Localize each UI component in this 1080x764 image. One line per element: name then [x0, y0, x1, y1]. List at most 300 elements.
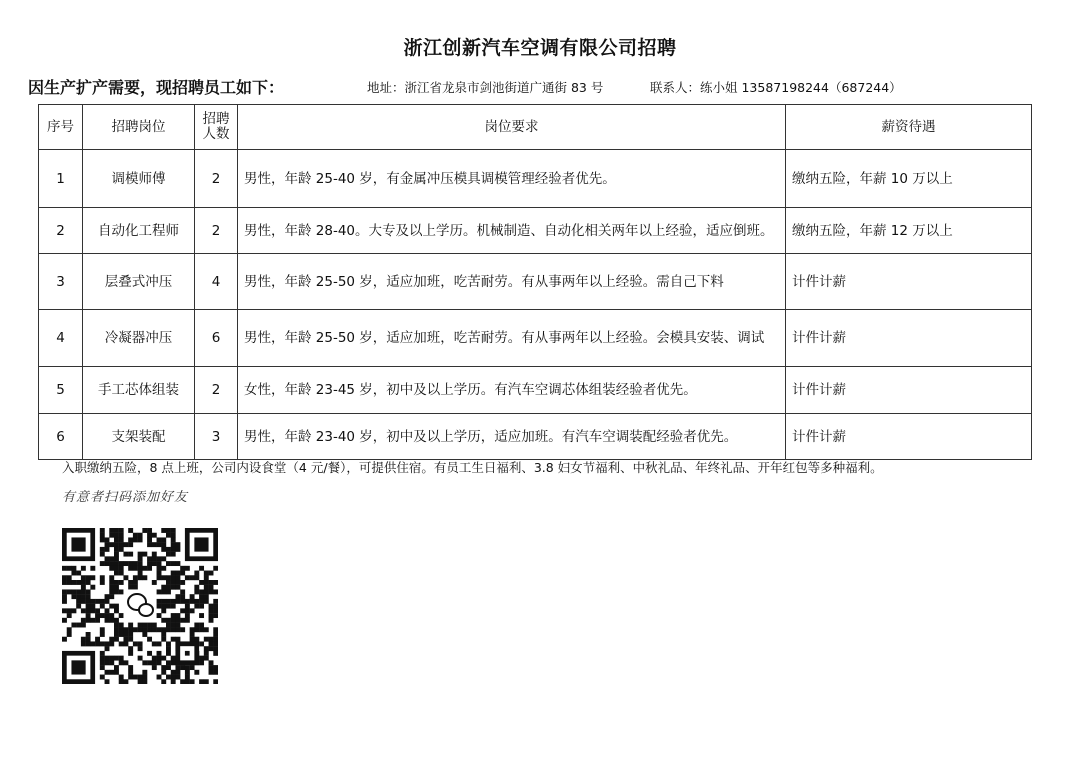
- cell-no: 5: [39, 367, 83, 414]
- qr-module: [185, 575, 190, 580]
- qr-module: [175, 623, 180, 628]
- qr-module: [76, 571, 81, 576]
- qr-module: [109, 637, 114, 642]
- cell-position: 冷凝器冲压: [83, 310, 195, 367]
- qr-module: [114, 561, 119, 566]
- qr-module: [166, 580, 171, 585]
- qr-module: [62, 599, 67, 604]
- qr-module: [171, 637, 176, 642]
- qr-module: [171, 542, 176, 547]
- qr-module: [199, 627, 204, 632]
- qr-module: [213, 637, 218, 642]
- qr-module: [128, 665, 133, 670]
- qr-module: [109, 594, 114, 599]
- qr-module: [180, 679, 185, 684]
- qr-module: [114, 637, 119, 642]
- qr-module: [119, 528, 124, 533]
- qr-module: [142, 679, 147, 684]
- table-row: [39, 367, 1032, 414]
- qr-module: [119, 566, 124, 571]
- qr-module: [161, 575, 166, 580]
- qr-module: [95, 613, 100, 618]
- qr-module: [119, 542, 124, 547]
- table-row: [39, 414, 1032, 460]
- qr-module: [62, 637, 67, 642]
- qr-module: [105, 679, 110, 684]
- qr-module: [76, 589, 81, 594]
- qr-module: [161, 604, 166, 609]
- cell-requirements: 男性，年龄 23-40 岁，初中及以上学历，适应加班。有汽车空调装配经验者优先。: [238, 414, 786, 460]
- cell-salary: 计件计薪: [786, 254, 1032, 310]
- qr-module: [161, 537, 166, 542]
- qr-module: [114, 665, 119, 670]
- qr-module: [199, 641, 204, 646]
- qr-module: [67, 566, 72, 571]
- qr-module: [133, 627, 138, 632]
- qr-module: [161, 679, 166, 684]
- qr-module: [157, 613, 162, 618]
- qr-module: [142, 632, 147, 637]
- benefits-note: 入职缴纳五险，8 点上班，公司内设食堂（4 元/餐），可提供住宿。有员工生日福利、3.8 妇女节福利、中秋礼品、年终礼品、开年红包等多种福利。: [62, 460, 883, 475]
- qr-module: [166, 646, 171, 651]
- qr-module: [157, 656, 162, 661]
- qr-module: [119, 580, 124, 585]
- qr-module: [123, 627, 128, 632]
- qr-module: [175, 547, 180, 552]
- qr-module: [175, 613, 180, 618]
- qr-module: [161, 670, 166, 675]
- qr-module: [152, 580, 157, 585]
- qr-module: [138, 533, 143, 538]
- qr-module: [109, 528, 114, 533]
- qr-module: [114, 556, 119, 561]
- cell-count: 6: [195, 310, 238, 367]
- qr-module: [100, 660, 105, 665]
- intro-heading: 因生产扩产需要，现招聘员工如下：: [28, 78, 285, 97]
- qr-module: [109, 618, 114, 623]
- qr-module: [119, 675, 124, 680]
- qr-finder-bottom-left-core: [71, 660, 85, 674]
- qr-finder-top-left-core: [71, 537, 85, 551]
- qr-module: [100, 599, 105, 604]
- qr-module: [209, 604, 214, 609]
- qr-module: [152, 561, 157, 566]
- qr-module: [171, 623, 176, 628]
- qr-module: [62, 594, 67, 599]
- qr-module: [190, 594, 195, 599]
- qr-module: [209, 589, 214, 594]
- qr-module: [76, 580, 81, 585]
- qr-module: [213, 632, 218, 637]
- qr-module: [86, 613, 91, 618]
- qr-module: [171, 618, 176, 623]
- qr-module: [166, 547, 171, 552]
- qr-module: [90, 641, 95, 646]
- table-row: [39, 208, 1032, 254]
- qr-module: [119, 571, 124, 576]
- qr-module: [67, 632, 72, 637]
- qr-module: [114, 542, 119, 547]
- qr-module: [213, 670, 218, 675]
- qr-alignment-core: [185, 651, 190, 656]
- qr-module: [109, 660, 114, 665]
- qr-module: [180, 566, 185, 571]
- scan-prompt: 有意者扫码添加好友: [62, 490, 189, 505]
- qr-module: [147, 637, 152, 642]
- qr-module: [180, 618, 185, 623]
- qr-module: [185, 679, 190, 684]
- cell-salary: 缴纳五险，年薪 12 万以上: [786, 208, 1032, 254]
- qr-module: [128, 585, 133, 590]
- qr-module: [157, 571, 162, 576]
- qr-module: [194, 623, 199, 628]
- qr-module: [123, 641, 128, 646]
- qr-module: [114, 552, 119, 557]
- qr-module: [105, 660, 110, 665]
- qr-module: [213, 566, 218, 571]
- qr-module: [180, 589, 185, 594]
- qr-finder-top-right-core: [194, 537, 208, 551]
- qr-module: [138, 571, 143, 576]
- qr-module: [138, 623, 143, 628]
- qr-module: [128, 675, 133, 680]
- qr-module: [105, 594, 110, 599]
- qr-module: [90, 575, 95, 580]
- qr-module: [114, 632, 119, 637]
- qr-module: [76, 604, 81, 609]
- qr-module: [114, 656, 119, 661]
- qr-module: [81, 585, 86, 590]
- qr-module: [157, 566, 162, 571]
- qr-module: [213, 651, 218, 656]
- qr-module: [157, 542, 162, 547]
- qr-module: [199, 679, 204, 684]
- qr-module: [100, 575, 105, 580]
- qr-module: [166, 599, 171, 604]
- qr-module: [128, 627, 133, 632]
- qr-module: [157, 627, 162, 632]
- qr-module: [180, 599, 185, 604]
- qr-module: [204, 646, 209, 651]
- cell-requirements: 男性，年龄 28-40。大专及以上学历。机械制造、自动化相关两年以上经验，适应倒班。: [238, 208, 786, 254]
- qr-module: [114, 623, 119, 628]
- qr-module: [95, 599, 100, 604]
- qr-module: [171, 533, 176, 538]
- qr-module: [213, 589, 218, 594]
- qr-module: [152, 556, 157, 561]
- qr-module: [86, 637, 91, 642]
- qr-module: [185, 675, 190, 680]
- qr-module: [71, 608, 76, 613]
- cell-no: 4: [39, 310, 83, 367]
- qr-module: [138, 566, 143, 571]
- qr-module: [209, 665, 214, 670]
- qr-module: [194, 604, 199, 609]
- qr-module: [194, 575, 199, 580]
- qr-module: [119, 547, 124, 552]
- qr-module: [138, 561, 143, 566]
- qr-module: [114, 537, 119, 542]
- qr-module: [175, 594, 180, 599]
- qr-module: [123, 679, 128, 684]
- qr-module: [67, 575, 72, 580]
- qr-module: [147, 561, 152, 566]
- qr-module: [175, 665, 180, 670]
- qr-module: [142, 566, 147, 571]
- qr-module: [175, 571, 180, 576]
- qr-module: [161, 542, 166, 547]
- qr-module: [123, 552, 128, 557]
- qr-module: [62, 608, 67, 613]
- qr-module: [109, 670, 114, 675]
- qr-module: [109, 604, 114, 609]
- qr-module: [123, 542, 128, 547]
- qr-module: [194, 599, 199, 604]
- qr-module: [100, 547, 105, 552]
- qr-module: [166, 627, 171, 632]
- cell-no: 2: [39, 208, 83, 254]
- qr-module: [185, 566, 190, 571]
- qr-module: [123, 660, 128, 665]
- qr-code-icon[interactable]: [62, 528, 218, 684]
- table-row: [39, 310, 1032, 367]
- qr-module: [71, 589, 76, 594]
- qr-module: [190, 637, 195, 642]
- table-row: [39, 150, 1032, 208]
- qr-module: [190, 608, 195, 613]
- qr-module: [152, 627, 157, 632]
- qr-module: [204, 575, 209, 580]
- qr-module: [71, 580, 76, 585]
- qr-module: [204, 627, 209, 632]
- qr-module: [142, 660, 147, 665]
- qr-module: [185, 599, 190, 604]
- qr-module: [128, 670, 133, 675]
- qr-module: [105, 556, 110, 561]
- qr-module: [100, 665, 105, 670]
- qr-module: [161, 566, 166, 571]
- qr-module: [175, 637, 180, 642]
- qr-module: [90, 599, 95, 604]
- cell-count: 4: [195, 254, 238, 310]
- qr-module: [175, 575, 180, 580]
- qr-module: [100, 632, 105, 637]
- qr-module: [166, 623, 171, 628]
- qr-module: [76, 623, 81, 628]
- qr-module: [119, 537, 124, 542]
- qr-module: [209, 660, 214, 665]
- qr-module: [114, 571, 119, 576]
- qr-module: [209, 571, 214, 576]
- qr-module: [161, 627, 166, 632]
- qr-module: [190, 627, 195, 632]
- qr-module: [71, 571, 76, 576]
- qr-module: [161, 599, 166, 604]
- qr-module: [157, 599, 162, 604]
- qr-module: [204, 637, 209, 642]
- qr-module: [204, 580, 209, 585]
- qr-module: [209, 618, 214, 623]
- qr-module: [161, 585, 166, 590]
- qr-module: [62, 566, 67, 571]
- qr-module: [76, 599, 81, 604]
- qr-module: [152, 665, 157, 670]
- cell-position: 层叠式冲压: [83, 254, 195, 310]
- cell-position: 支架装配: [83, 414, 195, 460]
- qr-module: [194, 637, 199, 642]
- qr-module: [142, 670, 147, 675]
- qr-module: [161, 618, 166, 623]
- qr-module: [71, 594, 76, 599]
- qr-module: [194, 571, 199, 576]
- qr-module: [161, 556, 166, 561]
- qr-module: [180, 571, 185, 576]
- qr-module: [62, 589, 67, 594]
- qr-module: [114, 580, 119, 585]
- qr-module: [123, 561, 128, 566]
- qr-module: [161, 632, 166, 637]
- qr-module: [166, 552, 171, 557]
- cell-position: 手工芯体组装: [83, 367, 195, 414]
- qr-module: [185, 604, 190, 609]
- qr-module: [128, 537, 133, 542]
- qr-module: [171, 660, 176, 665]
- qr-module: [199, 580, 204, 585]
- qr-module: [185, 618, 190, 623]
- qr-module: [105, 542, 110, 547]
- header-count: 招聘人数: [195, 105, 238, 150]
- header-position: 招聘岗位: [83, 105, 195, 150]
- qr-module: [199, 656, 204, 661]
- qr-module: [138, 552, 143, 557]
- qr-module: [109, 641, 114, 646]
- qr-module: [166, 641, 171, 646]
- qr-module: [171, 604, 176, 609]
- qr-module: [199, 589, 204, 594]
- qr-module: [105, 641, 110, 646]
- qr-module: [190, 679, 195, 684]
- qr-module: [175, 580, 180, 585]
- qr-module: [180, 627, 185, 632]
- qr-module: [105, 618, 110, 623]
- qr-module: [171, 571, 176, 576]
- qr-module: [81, 623, 86, 628]
- qr-module: [90, 585, 95, 590]
- qr-module: [147, 627, 152, 632]
- qr-module: [100, 675, 105, 680]
- qr-module: [100, 656, 105, 661]
- header-salary: 薪资待遇: [786, 105, 1032, 150]
- cell-no: 6: [39, 414, 83, 460]
- qr-module: [119, 679, 124, 684]
- qr-module: [142, 675, 147, 680]
- qr-module: [171, 679, 176, 684]
- qr-module: [175, 585, 180, 590]
- qr-module: [190, 599, 195, 604]
- qr-module: [213, 627, 218, 632]
- qr-module: [180, 608, 185, 613]
- qr-module: [109, 575, 114, 580]
- qr-module: [204, 594, 209, 599]
- qr-module: [100, 528, 105, 533]
- qr-module: [213, 646, 218, 651]
- qr-module: [171, 552, 176, 557]
- qr-module: [123, 575, 128, 580]
- qr-module: [138, 679, 143, 684]
- qr-module: [166, 589, 171, 594]
- qr-module: [180, 594, 185, 599]
- qr-module: [166, 533, 171, 538]
- qr-module: [100, 561, 105, 566]
- qr-module: [213, 580, 218, 585]
- qr-module: [204, 679, 209, 684]
- qr-module: [161, 656, 166, 661]
- qr-module: [175, 618, 180, 623]
- qr-module: [123, 632, 128, 637]
- qr-module: [180, 580, 185, 585]
- cell-requirements: 女性，年龄 23-45 岁，初中及以上学历。有汽车空调芯体组装经验者优先。: [238, 367, 786, 414]
- qr-module: [67, 589, 72, 594]
- qr-module: [109, 542, 114, 547]
- qr-module: [90, 608, 95, 613]
- qr-module: [138, 641, 143, 646]
- qr-module: [157, 651, 162, 656]
- qr-module: [161, 608, 166, 613]
- qr-module: [209, 585, 214, 590]
- header-no: 序号: [39, 105, 83, 150]
- table-row: [39, 254, 1032, 310]
- qr-module: [81, 566, 86, 571]
- qr-module: [138, 646, 143, 651]
- qr-module: [185, 608, 190, 613]
- qr-module: [95, 618, 100, 623]
- qr-module: [213, 599, 218, 604]
- qr-module: [133, 585, 138, 590]
- qr-module: [114, 585, 119, 590]
- qr-module: [171, 528, 176, 533]
- qr-module: [171, 675, 176, 680]
- qr-module: [105, 670, 110, 675]
- qr-module: [171, 575, 176, 580]
- qr-module: [67, 613, 72, 618]
- qr-module: [119, 589, 124, 594]
- qr-module: [95, 608, 100, 613]
- qr-module: [105, 656, 110, 661]
- qr-module: [190, 665, 195, 670]
- qr-module: [81, 637, 86, 642]
- qr-module: [105, 608, 110, 613]
- qr-module: [152, 641, 157, 646]
- qr-module: [86, 632, 91, 637]
- cell-position: 调模师傅: [83, 150, 195, 208]
- qr-module: [166, 575, 171, 580]
- qr-module: [128, 580, 133, 585]
- qr-module: [157, 575, 162, 580]
- qr-module: [81, 618, 86, 623]
- qr-module: [194, 670, 199, 675]
- qr-module: [166, 665, 171, 670]
- qr-module: [109, 533, 114, 538]
- qr-module: [95, 637, 100, 642]
- qr-module: [128, 632, 133, 637]
- qr-module: [100, 552, 105, 557]
- qr-module: [81, 594, 86, 599]
- qr-module: [67, 608, 72, 613]
- qr-module: [147, 566, 152, 571]
- qr-module: [161, 665, 166, 670]
- header-requirements: 岗位要求: [238, 105, 786, 150]
- qr-module: [81, 641, 86, 646]
